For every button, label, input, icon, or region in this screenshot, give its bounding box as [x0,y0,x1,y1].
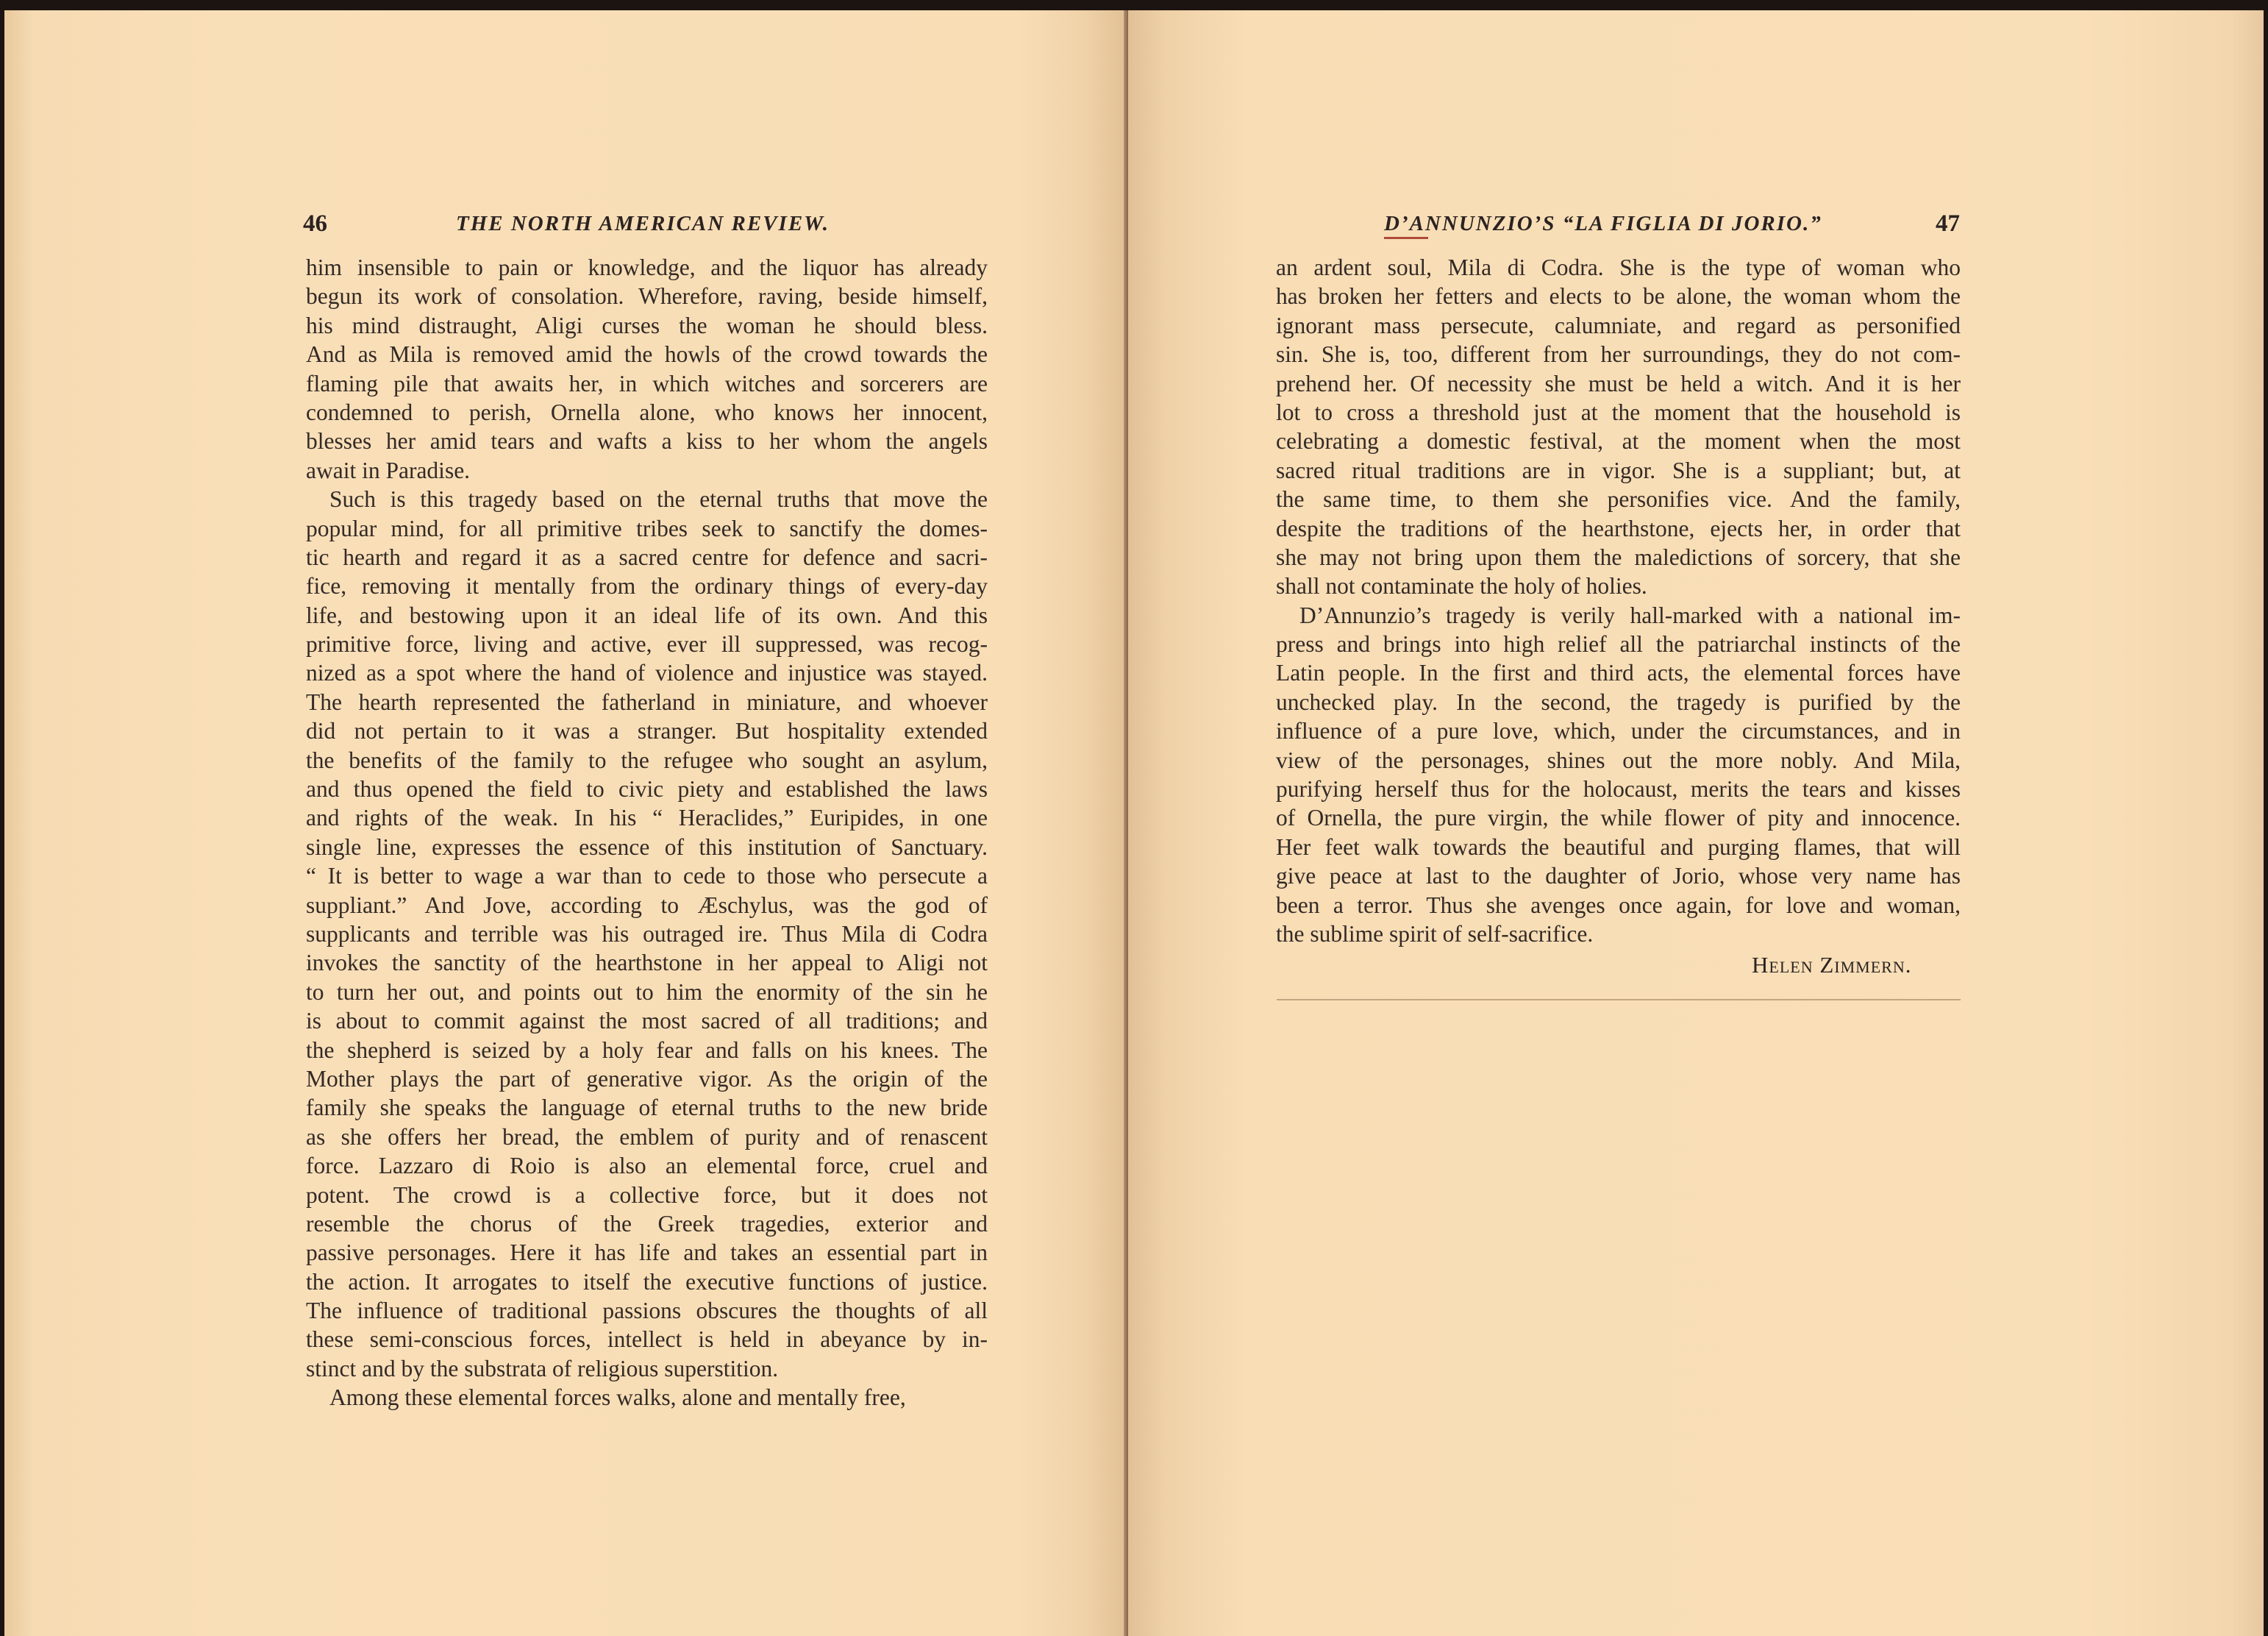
text-line: to turn her out, and points out to him the enormity of the sin he [306,978,988,1005]
text-line: passive personages. Here it has life and takes an essential part in [306,1240,988,1266]
text-line: fice, removing it mentally from the ordinary things of every-day [306,573,988,600]
closing-rule [1277,999,1961,1000]
text-line: Latin people. In the first and third acts, the elemental forces have [1276,660,1961,686]
text-line: “ It is better to wage a war than to cede to those who persecute a [306,863,988,889]
text-line: Among these elemental forces walks, alone and mentally free, [329,1384,906,1411]
text-line: been a terror. Thus she avenges once again, for love and woman, [1276,892,1961,918]
text-line: his mind distraught, Aligi curses the woman he should bless. [306,312,988,338]
text-line: and rights of the weak. In his “ Heraclides,” Euripides, in one [306,805,988,831]
text-line: D’Annunzio’s tragedy is verily hall-marked with a national im- [1299,602,1961,628]
text-line: single line, expresses the essence of this institution of Sanctuary. [306,833,988,860]
text-line: life, and bestowing upon it an ideal life of its own. And this [306,602,988,628]
text-line: of Ornella, the pure virgin, the while flower of pity and innocence. [1276,805,1961,831]
text-line: unchecked play. In the second, the tragedy is purified by the [1276,689,1961,715]
text-line: sin. She is, too, different from her surroundings, they do not com- [1276,341,1961,368]
text-line: And as Mila is removed amid the howls of the crowd towards the [306,341,988,368]
text-line: celebrating a domestic festival, at the moment when the most [1276,428,1961,455]
text-line: prehend her. Of necessity she must be held a witch. And it is her [1276,370,1961,396]
text-line: give peace at last to the daughter of Jorio, whose very name has [1276,863,1961,889]
text-line: despite the traditions of the hearthstone, ejects her, in order that [1276,515,1961,541]
text-line: begun its work of consolation. Wherefore, raving, beside himself, [306,283,988,310]
text-line: lot to cross a threshold just at the moment that the household is [1276,399,1961,425]
text-line: potent. The crowd is a collective force, but it does not [306,1181,988,1208]
author-signature: Helen Zimmern. [1752,952,1912,978]
text-line: invokes the sanctity of the hearthstone in her appeal to Aligi not [306,950,988,976]
text-line: tic hearth and regard it as a sacred centre for defence and sacri- [306,544,988,570]
running-head: THE NORTH AMERICAN REVIEW. [456,212,830,235]
text-line: sacred ritual traditions are in vigor. She is a suppliant; but, at [1276,457,1961,483]
left-page [4,10,1128,1636]
text-line: nized as a spot where the hand of violence and injustice was stayed. [306,660,988,686]
text-line: Her feet walk towards the beautiful and purging flames, that will [1276,833,1961,860]
page-number: 47 [1936,210,1960,237]
running-head: D’ANNUNZIO’S “LA FIGLIA DI JORIO.” [1384,212,1822,235]
text-line: view of the personages, shines out the more nobly. And Mila, [1276,747,1961,773]
text-line: await in Paradise. [306,457,471,483]
text-line: the shepherd is seized by a holy fear and falls on his knees. The [306,1036,988,1063]
text-line: the benefits of the family to the refugee who sought an asylum, [306,747,988,773]
text-line: flaming pile that awaits her, in which witches and sorcerers are [306,370,988,396]
text-line: blesses her amid tears and wafts a kiss to her whom the angels [306,428,988,455]
text-line: the same time, to them she personifies vice. And the family, [1276,486,1961,513]
text-line: popular mind, for all primitive tribes seek to sanctify the domes- [306,515,988,541]
text-line: the sublime spirit of self-sacrifice. [1276,920,1594,947]
text-line: condemned to perish, Ornella alone, who knows her innocent, [306,399,988,425]
text-line: ignorant mass persecute, calumniate, and regard as personified [1276,312,1961,338]
text-line: the action. It arrogates to itself the executive functions of justice. [306,1268,988,1295]
ink-mark [1384,237,1428,239]
text-line: Such is this tragedy based on the eternal truths that move the [329,486,988,513]
text-line: supplicants and terrible was his outraged ire. Thus Mila di Codra [306,920,988,947]
right-page [1128,10,2264,1636]
right-body-text [1276,253,1961,948]
text-line: Mother plays the part of generative vigor. As the origin of the [306,1065,988,1092]
text-line: an ardent soul, Mila di Codra. She is the type of woman who [1276,255,1961,280]
text-line: resemble the chorus of the Greek tragedies, exterior and [306,1210,988,1237]
text-line: family she speaks the language of eternal truths to the new bride [306,1095,988,1121]
text-line: purifying herself thus for the holocaust, merits the tears and kisses [1276,776,1961,803]
text-line: him insensible to pain or knowledge, and the liquor has already [306,255,988,280]
text-line: suppliant.” And Jove, according to Æschylus, was the god of [306,892,988,918]
text-line: did not pertain to it was a stranger. But hospitality extended [306,718,988,744]
text-line: influence of a pure love, which, under the circumstances, and in [1276,718,1961,744]
text-line: has broken her fetters and elects to be alone, the woman whom the [1276,283,1961,310]
left-body-text [306,253,988,1412]
text-line: these semi-conscious forces, intellect is held in abeyance by in- [306,1326,988,1353]
text-line: primitive force, living and active, ever ill suppressed, was recog- [306,631,988,658]
text-line: The hearth represented the fatherland in miniature, and whoever [306,689,988,715]
text-line: she may not bring upon them the maledictions of sorcery, that she [1276,544,1961,570]
text-line: press and brings into high relief all the patriarchal instincts of the [1276,631,1961,658]
text-line: The influence of traditional passions obscures the thoughts of all [306,1298,988,1324]
page-number: 46 [303,210,327,237]
text-line: stinct and by the substrata of religious superstition. [306,1355,779,1381]
text-line: is about to commit against the most sacred of all traditions; and [306,1008,988,1034]
text-line: force. Lazzaro di Roio is also an elemental force, cruel and [306,1153,988,1179]
text-line: as she offers her bread, the emblem of purity and of renascent [306,1123,988,1150]
text-line: shall not contaminate the holy of holies. [1276,573,1647,600]
text-line: and thus opened the field to civic piety and established the laws [306,776,988,803]
